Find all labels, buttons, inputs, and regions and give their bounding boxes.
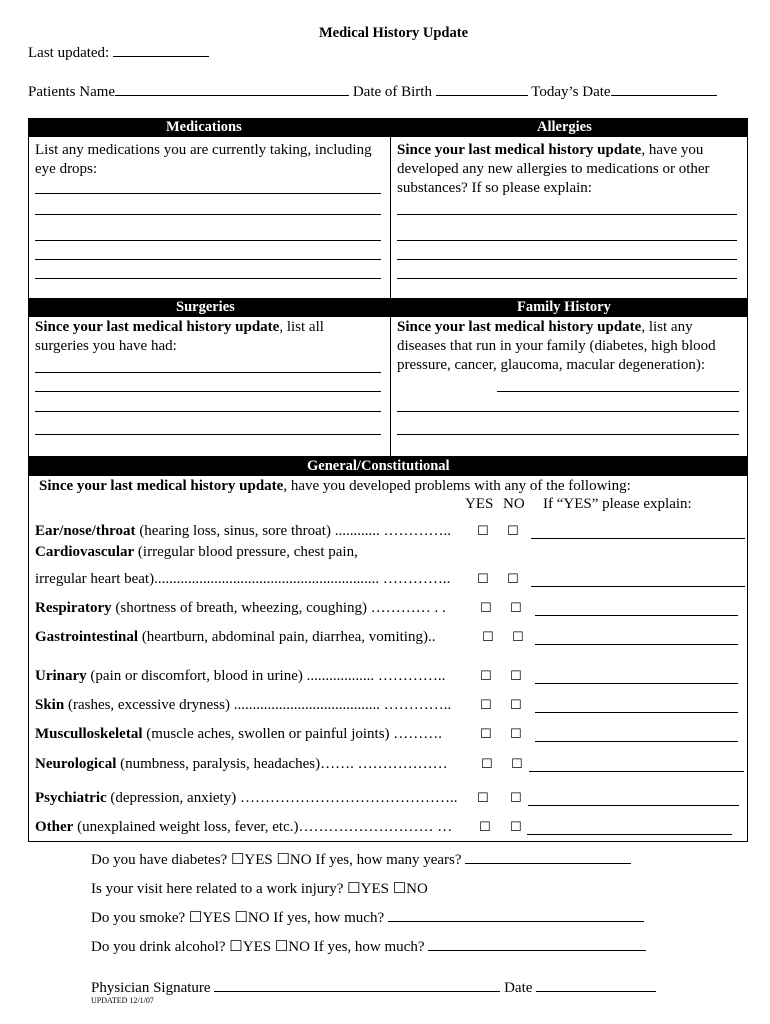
surgeries-text (35, 318, 380, 356)
row-description: (depression, anxiety) …………………………………….. (106, 790, 458, 806)
row-label: Other (35, 819, 74, 835)
family-history-line-3[interactable] (397, 434, 739, 435)
general-box (28, 457, 748, 842)
allergies-bold: Since your last medical history update (397, 142, 642, 158)
todays-date-label: Today’s Date (531, 84, 611, 100)
explain-column-label: If “YES” please explain: (543, 496, 692, 512)
smoke-question (91, 908, 644, 927)
no-checkbox[interactable]: ☐ (510, 727, 522, 742)
row-urinary (35, 668, 445, 685)
yes-checkbox[interactable]: ☐ (480, 601, 492, 616)
alcohol-amount-field[interactable] (428, 937, 646, 951)
row-description: (rashes, excessive dryness) ....................................... ………….. (64, 697, 452, 713)
smoke-question-text: Do you smoke? ☐YES ☐NO If yes, how much? (91, 910, 385, 926)
patients-name-label: Patients Name (28, 84, 116, 100)
medications-line-5[interactable] (35, 278, 381, 279)
yes-checkbox[interactable]: ☐ (481, 757, 493, 772)
general-intro-text: , have you developed problems with any of the following: (283, 478, 631, 494)
column-divider (390, 118, 391, 457)
row-description: (numbness, paralysis, headaches)……. ……………… (116, 756, 448, 772)
alcohol-question-text: Do you drink alcohol? ☐YES ☐NO If yes, how much? (91, 939, 425, 955)
allergies-line-3[interactable] (397, 259, 737, 260)
explain-line[interactable] (535, 644, 738, 645)
surgeries-line-2[interactable] (35, 391, 381, 392)
row-label: Respiratory (35, 600, 112, 616)
surgeries-line-3[interactable] (35, 411, 381, 412)
general-header-bar (28, 457, 748, 476)
medications-header: Medications (166, 119, 242, 135)
row-skin (35, 697, 451, 714)
row-label: Urinary (35, 668, 87, 684)
family-history-text-rest: , list any diseases that run in your family (diabetes, high blood pressure, cancer, glaucoma, macular degeneration): (397, 319, 716, 373)
todays-date-field[interactable] (611, 82, 717, 96)
diabetes-question (91, 850, 631, 869)
surgeries-line-4[interactable] (35, 434, 381, 435)
family-history-text (397, 318, 742, 375)
family-history-line-2[interactable] (397, 411, 739, 412)
explain-line[interactable] (527, 834, 732, 835)
signature-date-label: Date (504, 980, 533, 996)
general-intro-bold: Since your last medical history update (39, 478, 284, 494)
row-description: (shortness of breath, wheezing, coughing) ………… . . (111, 600, 446, 616)
row-label: Musculloskeletal (35, 726, 143, 742)
last-updated-field[interactable] (113, 43, 209, 57)
row-description: (hearing loss, sinus, sore throat) ............ ………….. (135, 523, 451, 539)
explain-line[interactable] (535, 683, 738, 684)
surgeries-header: Surgeries (176, 299, 235, 315)
yes-checkbox[interactable]: ☐ (477, 572, 489, 587)
row-description: (heartburn, abdominal pain, diarrhea, vomiting).. (138, 629, 436, 645)
yes-column-label: YES (465, 496, 494, 512)
explain-line[interactable] (535, 712, 738, 713)
surgeries-family-header (28, 298, 748, 317)
last-updated-row (28, 43, 209, 62)
row-neurological (35, 756, 448, 773)
signature-field[interactable] (214, 978, 500, 992)
row-label: Ear/nose/throat (35, 523, 136, 539)
no-checkbox[interactable]: ☐ (510, 820, 522, 835)
family-history-header: Family History (517, 299, 611, 315)
explain-line[interactable] (531, 586, 745, 587)
signature-date-field[interactable] (536, 978, 656, 992)
no-checkbox[interactable]: ☐ (510, 791, 522, 806)
patient-info-row (28, 82, 717, 101)
row-description: (irregular blood pressure, chest pain, (134, 544, 358, 560)
signature-row (91, 978, 656, 997)
explain-line[interactable] (535, 741, 738, 742)
medications-line-3[interactable] (35, 240, 381, 241)
yes-checkbox[interactable]: ☐ (477, 524, 489, 539)
yes-checkbox[interactable]: ☐ (480, 698, 492, 713)
surgeries-line-1[interactable] (35, 372, 381, 373)
medications-text: List any medications you are currently taking, including eye drops: (35, 142, 372, 177)
row-label: Psychiatric (35, 790, 107, 806)
row-musculoskeletal (35, 726, 442, 743)
allergies-line-1[interactable] (397, 214, 737, 215)
signature-label: Physician Signature (91, 980, 211, 996)
no-checkbox[interactable]: ☐ (510, 601, 522, 616)
explain-line[interactable] (528, 805, 739, 806)
medications-line-2[interactable] (35, 214, 381, 215)
row-label: Neurological (35, 756, 117, 772)
row-description: irregular heart beat)............................................................ ………….. (35, 571, 451, 587)
medications-line-1[interactable] (35, 193, 381, 194)
smoke-amount-field[interactable] (388, 908, 644, 922)
no-checkbox[interactable]: ☐ (512, 630, 524, 645)
allergies-text (397, 141, 742, 198)
allergies-line-4[interactable] (397, 278, 737, 279)
row-irregular-heart-beat (35, 571, 450, 588)
row-label: Gastrointestinal (35, 629, 139, 645)
dob-label: Date of Birth (352, 84, 432, 100)
no-checkbox[interactable]: ☐ (507, 572, 519, 587)
work-injury-question: Is your visit here related to a work injury? ☐YES ☐NO (91, 881, 428, 897)
row-label: Skin (35, 697, 65, 713)
alcohol-question (91, 937, 646, 956)
yes-checkbox[interactable]: ☐ (480, 727, 492, 742)
explain-line[interactable] (535, 615, 738, 616)
row-description: (pain or discomfort, blood in urine) .................. ………….. (86, 668, 446, 684)
medications-allergies-header (28, 118, 748, 137)
explain-line[interactable] (531, 538, 745, 539)
medications-line-4[interactable] (35, 259, 381, 260)
surgeries-bold: Since your last medical history update (35, 319, 280, 335)
row-respiratory (35, 600, 446, 617)
diabetes-years-field[interactable] (465, 850, 631, 864)
yes-checkbox[interactable]: ☐ (482, 630, 494, 645)
updated-note: UPDATED 12/1/07 (91, 996, 154, 1005)
no-checkbox[interactable]: ☐ (510, 669, 522, 684)
row-description: (unexplained weight loss, fever, etc.)……………………… … (73, 819, 453, 835)
general-intro (39, 478, 631, 495)
no-column-label: NO (503, 496, 525, 512)
last-updated-label: Last updated: (28, 45, 110, 61)
no-checkbox[interactable]: ☐ (507, 524, 519, 539)
row-other (35, 819, 452, 836)
general-header: General/Constitutional (307, 458, 450, 474)
yes-checkbox[interactable]: ☐ (479, 820, 491, 835)
diabetes-question-text: Do you have diabetes? ☐YES ☐NO If yes, how many years? (91, 852, 462, 868)
row-label: Cardiovascular (35, 544, 135, 560)
allergies-header: Allergies (537, 119, 592, 135)
yes-checkbox[interactable]: ☐ (477, 791, 489, 806)
no-checkbox[interactable]: ☐ (510, 698, 522, 713)
patients-name-field[interactable] (115, 82, 349, 96)
row-cardiovascular (35, 544, 358, 561)
form-title: Medical History Update (319, 25, 469, 41)
allergies-text-rest: , have you developed any new allergies to medications or other substances? If so please explain: (397, 142, 710, 196)
row-gastrointestinal (35, 629, 435, 646)
row-description: (muscle aches, swollen or painful joints) ………. (142, 726, 443, 742)
row-psychiatric (35, 790, 457, 807)
yes-checkbox[interactable]: ☐ (480, 669, 492, 684)
family-history-bold: Since your last medical history update (397, 319, 642, 335)
allergies-line-2[interactable] (397, 240, 737, 241)
family-history-line-1[interactable] (497, 391, 739, 392)
no-checkbox[interactable]: ☐ (511, 757, 523, 772)
row-ear-nose-throat (35, 523, 451, 540)
explain-line[interactable] (529, 771, 744, 772)
dob-field[interactable] (436, 82, 528, 96)
surgeries-text-rest: , list all surgeries you have had: (35, 319, 324, 354)
